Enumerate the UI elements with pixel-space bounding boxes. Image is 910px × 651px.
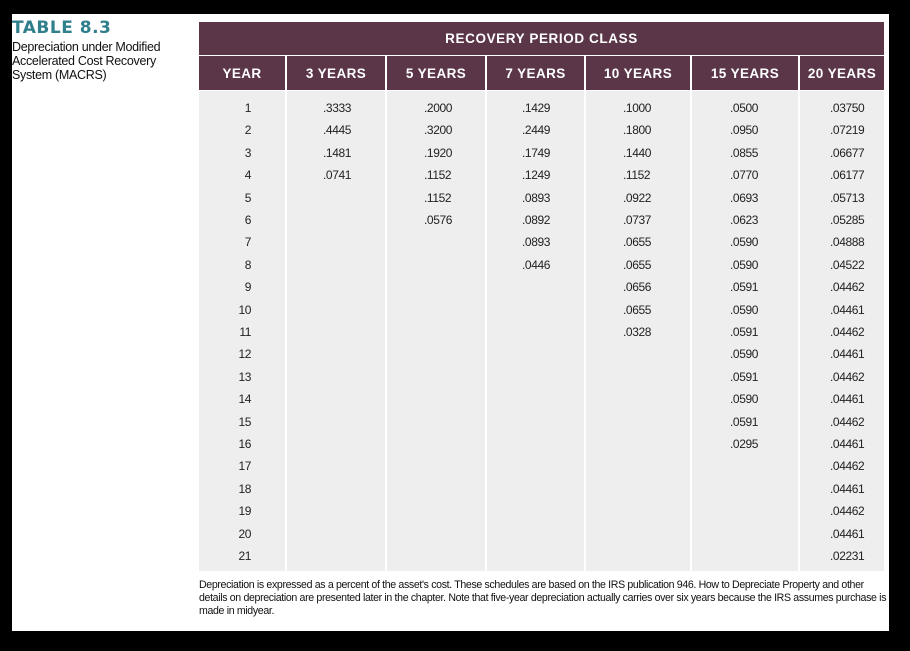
rate-cell: .0328: [623, 325, 652, 339]
rate-cell: .04461: [830, 437, 865, 451]
year-cell: 21: [238, 549, 251, 563]
rate-cell: .1000: [623, 101, 652, 115]
column-header: YEAR: [199, 56, 285, 90]
rate-cell: .06177: [830, 168, 865, 183]
table-column: [287, 91, 385, 571]
year-cell: 3: [244, 145, 251, 160]
rate-cell: .0500: [730, 101, 759, 115]
rate-cell: .04462: [830, 369, 865, 384]
year-cell: 13: [238, 369, 251, 384]
rate-cell: .3200: [424, 123, 453, 138]
rate-cell: .07219: [830, 123, 865, 138]
rate-cell: .0590: [730, 392, 759, 407]
rate-cell: .0623: [730, 213, 759, 227]
column-header: 5 YEARS: [387, 56, 485, 90]
rate-cell: .0656: [623, 280, 652, 295]
year-cell: 11: [239, 325, 251, 339]
rate-cell: .0591: [730, 369, 759, 384]
table-column: [387, 91, 485, 571]
rate-cell: .0576: [424, 213, 453, 227]
rate-cell: .1249: [522, 168, 551, 183]
year-cell: 5: [244, 190, 251, 205]
column-header: 15 YEARS: [692, 56, 798, 90]
rate-cell: .0655: [623, 235, 652, 250]
year-cell: 14: [238, 392, 251, 407]
year-cell: 4: [244, 168, 251, 183]
rate-cell: .0590: [730, 235, 759, 250]
table-caption: Depreciation under Modified Accelerated Cost Recovery System (MACRS): [12, 40, 161, 82]
year-cell: 9: [244, 280, 251, 295]
rate-cell: .1749: [522, 145, 551, 160]
rate-cell: .04461: [830, 392, 865, 407]
rate-cell: .0950: [730, 123, 759, 138]
rate-cell: .04888: [830, 235, 865, 250]
table-column: [800, 91, 884, 571]
rate-cell: .0922: [623, 190, 652, 205]
year-cell: 16: [238, 437, 251, 451]
rate-cell: .04462: [830, 280, 865, 295]
year-cell: 19: [238, 504, 251, 519]
rate-cell: .1440: [623, 145, 652, 160]
rate-cell: .2449: [522, 123, 551, 138]
rate-cell: .0741: [323, 168, 352, 183]
column-header: 20 YEARS: [800, 56, 884, 90]
rate-cell: .3333: [323, 101, 352, 115]
rate-cell: .0893: [522, 235, 551, 250]
table-footnote: Depreciation is expressed as a percent of the asset's cost. These schedules are based on the IRS publication 946. How to Depreciate Property and other details on depreciation are presented later in the chapter. Note that five-year depreciation actually carries over six years because the IRS assumes purchase is made in midyear.: [199, 579, 887, 617]
year-cell: 17: [238, 459, 251, 474]
group-header: RECOVERY PERIOD CLASS: [199, 22, 884, 55]
rate-cell: .04461: [830, 347, 865, 362]
rate-cell: .1920: [424, 145, 453, 160]
column-header: 7 YEARS: [487, 56, 584, 90]
year-cell: 7: [244, 235, 251, 250]
rate-cell: .04462: [830, 459, 865, 474]
rate-cell: .0655: [623, 302, 652, 317]
rate-cell: .0893: [522, 190, 551, 205]
rate-cell: .04461: [830, 481, 865, 496]
year-cell: 18: [238, 481, 251, 496]
rate-cell: .04462: [830, 325, 865, 339]
rate-cell: .0591: [730, 325, 759, 339]
rate-cell: .0590: [730, 347, 759, 362]
table-column: [487, 91, 584, 571]
rate-cell: .03750: [830, 101, 865, 115]
year-cell: 20: [238, 526, 251, 541]
year-cell: 12: [238, 347, 251, 362]
rate-cell: .0693: [730, 190, 759, 205]
rate-cell: .0591: [730, 280, 759, 295]
rate-cell: .0446: [522, 257, 551, 272]
column-header: 3 YEARS: [287, 56, 385, 90]
rate-cell: .0590: [730, 302, 759, 317]
rate-cell: .0591: [730, 414, 759, 429]
rate-cell: .02231: [830, 549, 865, 563]
rate-cell: .0655: [623, 257, 652, 272]
rate-cell: .05713: [830, 190, 865, 205]
rate-cell: .4445: [323, 123, 352, 138]
rate-cell: .04461: [830, 302, 865, 317]
rate-cell: .04461: [830, 526, 865, 541]
rate-cell: .0737: [623, 213, 652, 227]
rate-cell: .1152: [424, 190, 452, 205]
rate-cell: .0590: [730, 257, 759, 272]
rate-cell: .04462: [830, 504, 865, 519]
table-label: TABLE 8.3: [12, 18, 112, 38]
rate-cell: .1800: [623, 123, 652, 138]
year-cell: 15: [238, 414, 251, 429]
rate-cell: .04522: [830, 257, 865, 272]
rate-cell: .2000: [424, 101, 453, 115]
rate-cell: .1481: [323, 145, 352, 160]
rate-cell: .05285: [830, 213, 865, 227]
table-column: [692, 91, 798, 571]
year-cell: 8: [244, 257, 251, 272]
rate-cell: .0855: [730, 145, 759, 160]
rate-cell: .1152: [623, 168, 651, 183]
table-column: [199, 91, 285, 571]
rate-cell: .04462: [830, 414, 865, 429]
table-column: [586, 91, 690, 571]
year-cell: 10: [238, 302, 251, 317]
table-sidebar: [12, 18, 184, 82]
rate-cell: .1152: [424, 168, 452, 183]
rate-cell: .0892: [522, 213, 551, 227]
table-sheet: [12, 14, 889, 631]
year-cell: 6: [244, 213, 251, 227]
rate-cell: .1429: [522, 101, 551, 115]
rate-cell: .0770: [730, 168, 759, 183]
year-cell: 1: [244, 101, 251, 115]
column-header: 10 YEARS: [586, 56, 690, 90]
year-cell: 2: [244, 123, 251, 138]
rate-cell: .0295: [730, 437, 759, 451]
rate-cell: .06677: [830, 145, 865, 160]
